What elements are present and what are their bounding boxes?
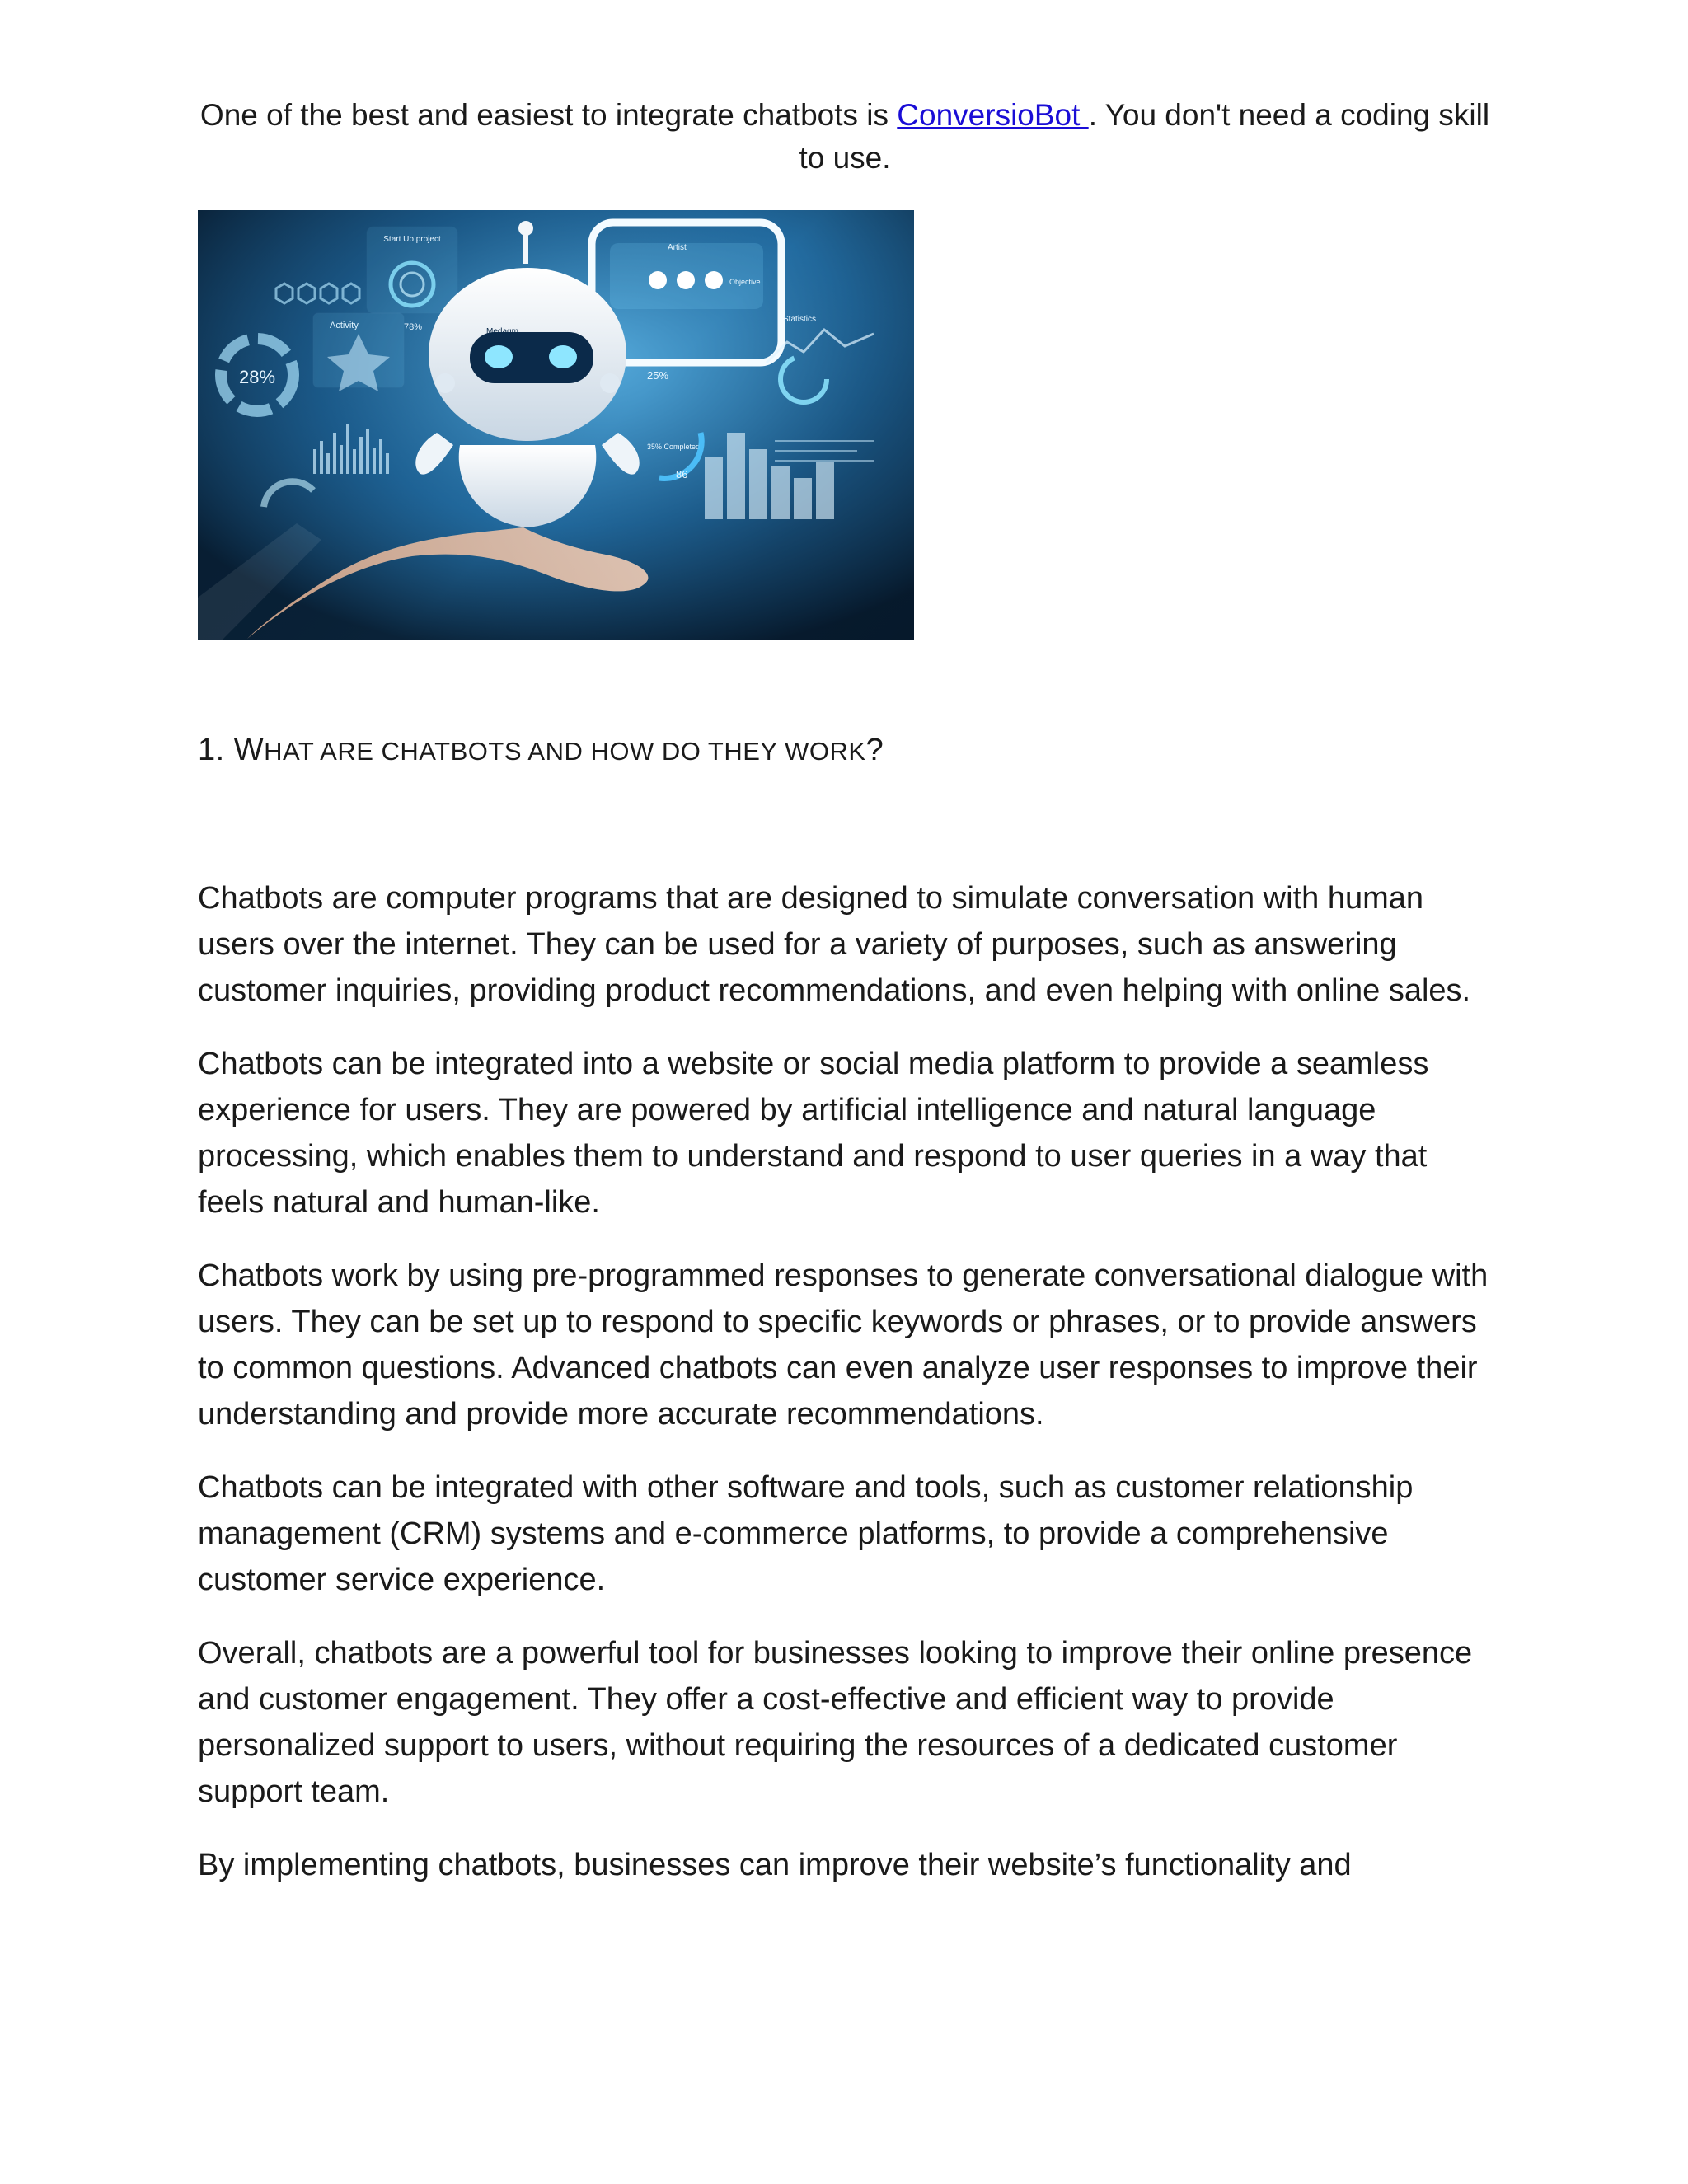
chatbot-illustration xyxy=(198,210,914,640)
objective-label: Objective xyxy=(729,278,761,286)
startup-label: Start Up project xyxy=(383,235,441,244)
gauge-value-label: 86 xyxy=(676,468,688,480)
heading-small-caps: HAT ARE CHATBOTS AND HOW DO THEY WORK xyxy=(264,737,866,766)
statistics-label: Statistics xyxy=(783,315,817,324)
ring-value-label: 25% xyxy=(647,369,669,382)
completed-label: 35% Completed xyxy=(647,443,701,451)
paragraph-4: Chatbots can be integrated with other software and tools, such as customer relationship management (CRM) systems and e-commerce platforms, to provide a comprehensive customer service experience. xyxy=(198,1470,1414,1597)
heading-question-mark: ? xyxy=(865,733,884,767)
percent-78-label: 78% xyxy=(404,322,423,332)
conversiobot-link[interactable]: ConversioBot xyxy=(897,98,1089,132)
pie-gauge-value: 28% xyxy=(238,367,276,387)
article-body xyxy=(198,875,1500,1915)
paragraph-2: Chatbots can be integrated into a website or social media platform to provide a seamless experience for users. They are powered by artificial intelligence and natural language processing, which enables them to understand and respond to user queries in a way that feels natural and human-like. xyxy=(198,1047,1429,1220)
medagm-label: Medagm xyxy=(486,327,518,336)
activity-panel xyxy=(313,313,404,391)
intro-text-after: . You don't need a coding skill to use. xyxy=(799,98,1490,175)
paragraph-1: Chatbots are computer programs that are designed to simulate conversation with human users over the internet. They can be used for a variety of purposes, such as answering customer inquiries, providing product recommendations, and even helping with online sales. xyxy=(198,881,1471,1008)
intro-text-before: One of the best and easiest to integrate chatbots is xyxy=(199,98,898,132)
chatbot-hero-image xyxy=(198,210,914,640)
paragraph-6: By implementing chatbots, businesses can improve their website’s functionality and xyxy=(198,1848,1352,1882)
paragraph-3: Chatbots work by using pre-programmed responses to generate conversational dialogue with users. They can be set up to respond to specific keywords or phrases, or to provide answers to common questions. Advanced chatbots can even analyze user responses to improve their understanding and provide more accurate recommendations. xyxy=(198,1258,1489,1432)
intro-paragraph xyxy=(198,94,1492,180)
section-heading xyxy=(198,729,884,772)
startup-panel xyxy=(367,227,457,313)
heading-number: 1. xyxy=(198,733,234,767)
heading-first-letter: W xyxy=(233,733,265,767)
robot-left-eye xyxy=(485,345,513,368)
paragraph-5: Overall, chatbots are a powerful tool for businesses looking to improve their online presence and customer engagement. They offer a cost-effective and efficient way to provide personalized support to users, without requiring the resources of a dedicated customer support team. xyxy=(198,1636,1473,1809)
artist-label: Artist xyxy=(668,243,687,252)
activity-label: Activity xyxy=(330,321,359,330)
robot-right-eye xyxy=(549,345,577,368)
